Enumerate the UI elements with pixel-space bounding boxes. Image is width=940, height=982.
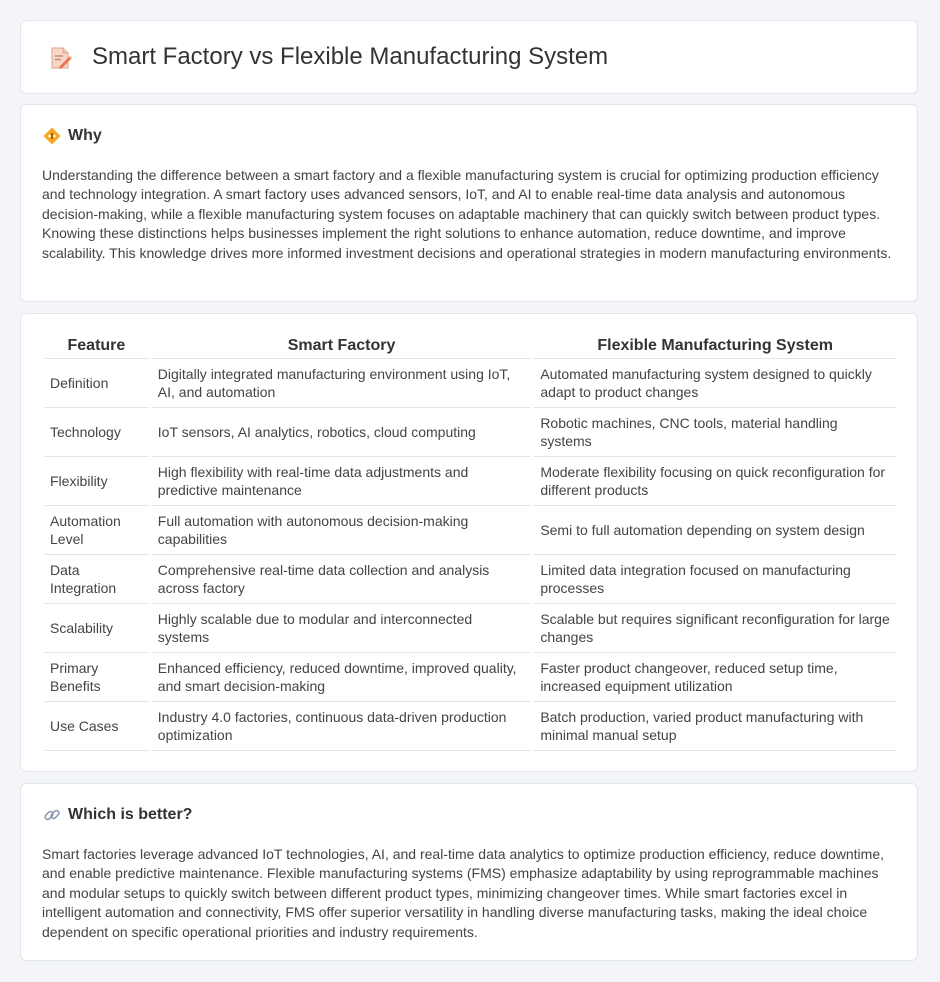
why-body: Understanding the difference between a smart factory and a flexible manufacturing system is crucial for optimizing production efficiency and technology integration. A smart factory uses advanced sensors, IoT, and AI to enable real-time data analysis and autonomous decision-making, while a flexible manufacturing system focuses on adaptable machinery that can quickly switch between product types. Knowing these distinctions helps businesses implement the right solutions to enhance automation, reduce downtime, and improve scalability. This knowledge drives more informed investment decisions and operational strategies in modern manufacturing environments.	[42, 167, 892, 261]
table-row	[44, 457, 896, 506]
row-fms: Scalable but requires significant reconfiguration for large changes	[534, 604, 896, 653]
why-heading-row	[43, 127, 102, 145]
comparison-table	[41, 334, 899, 751]
which-is-better-section	[20, 783, 918, 961]
table-row	[44, 359, 896, 408]
row-smart-factory: Full automation with autonomous decision-making capabilities	[152, 506, 532, 555]
row-smart-factory: Digitally integrated manufacturing environment using IoT, AI, and automation	[152, 359, 532, 408]
document-pen-icon	[47, 45, 73, 71]
table-header-row	[44, 334, 896, 359]
row-fms: Faster product changeover, reduced setup time, increased equipment utilization	[534, 653, 896, 702]
row-smart-factory: Highly scalable due to modular and interconnected systems	[152, 604, 532, 653]
header-card	[20, 20, 918, 94]
row-smart-factory: Comprehensive real-time data collection and analysis across factory	[152, 555, 532, 604]
idea-diamond-icon	[43, 127, 61, 145]
table-row	[44, 506, 896, 555]
comparison-table-card	[20, 313, 918, 772]
page-title: Smart Factory vs Flexible Manufacturing System	[92, 43, 609, 70]
row-fms: Batch production, varied product manufacturing with minimal manual setup	[534, 702, 896, 751]
better-heading: Which is better?	[68, 806, 193, 823]
row-feature: Scalability	[44, 604, 149, 653]
why-heading: Why	[68, 127, 102, 144]
table-row	[44, 408, 896, 457]
row-fms: Automated manufacturing system designed to quickly adapt to product changes	[534, 359, 896, 408]
row-feature: Flexibility	[44, 457, 149, 506]
row-smart-factory: IoT sensors, AI analytics, robotics, cloud computing	[152, 408, 532, 457]
table-row	[44, 604, 896, 653]
row-feature: Automation Level	[44, 506, 149, 555]
row-feature: Technology	[44, 408, 149, 457]
header-smart-factory: Smart Factory	[152, 334, 532, 359]
header-feature: Feature	[44, 334, 149, 359]
row-feature: Definition	[44, 359, 149, 408]
better-body: Smart factories leverage advanced IoT technologies, AI, and real-time data analytics to optimize production efficiency, reduce downtime, and enable predictive maintenance. Flexible manufacturing systems (FMS) emphasize adaptability by using reprogrammable machines and modular setups to quickly switch between different product types, minimizing changeover times. While smart factories excel in intelligent automation and connectivity, FMS offer superior versatility in handling diverse manufacturing tasks, making the ideal choice dependent on specific operational priorities and industry requirements.	[42, 846, 885, 940]
row-feature: Primary Benefits	[44, 653, 149, 702]
row-fms: Limited data integration focused on manufacturing processes	[534, 555, 896, 604]
row-fms: Semi to full automation depending on system design	[534, 506, 896, 555]
link-icon	[43, 806, 61, 824]
table-row	[44, 702, 896, 751]
row-smart-factory: High flexibility with real-time data adjustments and predictive maintenance	[152, 457, 532, 506]
better-heading-row	[43, 806, 192, 824]
header-fms: Flexible Manufacturing System	[534, 334, 896, 359]
row-fms: Moderate flexibility focusing on quick reconfiguration for different products	[534, 457, 896, 506]
why-section	[20, 104, 918, 302]
table-row	[44, 555, 896, 604]
table-row	[44, 653, 896, 702]
row-fms: Robotic machines, CNC tools, material handling systems	[534, 408, 896, 457]
row-feature: Use Cases	[44, 702, 149, 751]
row-feature: Data Integration	[44, 555, 149, 604]
row-smart-factory: Enhanced efficiency, reduced downtime, improved quality, and smart decision-making	[152, 653, 532, 702]
row-smart-factory: Industry 4.0 factories, continuous data-driven production optimization	[152, 702, 532, 751]
